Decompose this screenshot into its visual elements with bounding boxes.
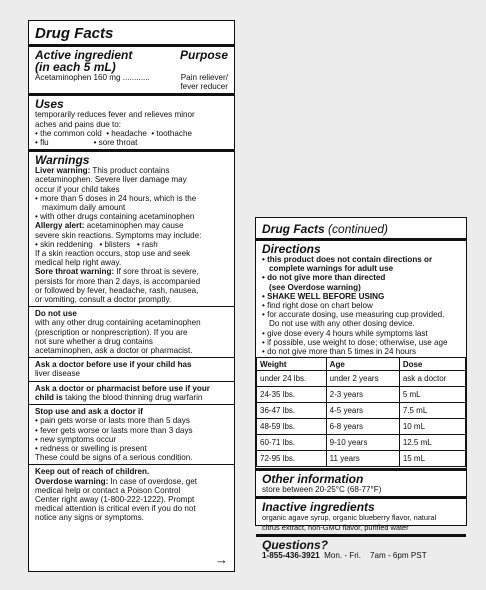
ingredient-row: Acetaminophen 160 mg ............ Pain reliever/ xyxy=(35,73,228,82)
table-row: 36-47 lbs. 4-5 years 7.5 mL xyxy=(257,403,466,419)
liver-warning: Liver warning: This product contains acetaminophen. Severe liver damage may occur if your child takes • more than 5 doses in 24 hours, which is the maximum daily amount • with other drugs containing acetaminophen xyxy=(35,166,197,222)
dosing-table xyxy=(256,357,466,467)
uses-heading: Uses xyxy=(35,97,64,112)
table-row: 24-35 lbs. 2-3 years 5 mL xyxy=(257,387,466,403)
stop-use: Stop use and ask a doctor if • pain gets worse or lasts more than 5 days • fever gets worse or lasts more than 3 days • new symptoms occur • redness or swelling is present These could be signs of a serious condition. xyxy=(35,407,193,463)
keep-out-of-reach: Keep out of reach of children. Overdose warning: In case of overdose, get medical help or contact a Poison Control Center right away (1-800-222-1222). Prompt medical attention is critical even if you do not notice any signs or symptoms. xyxy=(35,467,197,523)
do-not-use: Do not use with any other drug containing acetaminophen (prescription or nonprescription). If you are not sure whether a drug contains acetaminophen, ask a doctor or pharmacist. xyxy=(35,309,201,356)
table-row: 48-59 lbs. 6-8 years 10 mL xyxy=(257,419,466,435)
phone-number: 1-855-436-3921 xyxy=(262,550,320,560)
table-header: Age xyxy=(326,358,399,371)
drug-facts-panel: Drug Facts Active ingredient Purpose (in each 5 mL) Acetaminophen 160 mg ............ Pain reliever/ fever reducer Uses temporarily reduces fever and relieves minor aches and pains due to: • the common cold • headache • toothache • flu • sore throat Warnings Liver warning: This product contains acetaminophen. Severe liver damage may occur if your child takes • more than 5 doses in 24 hours, which is the maximum daily amount • with other drugs containing acetaminophen Allergy alert: acetaminophen may cause severe skin reactions. Symptoms may include: • skin reddening • blisters • rash If a skin reaction occurs, stop use and seek medical help right away. Sore throat warning: If sore throat is severe, persists for more than 2 days, is accompanied or followed by fever, headache, rash, nausea, or vomiting, consult a doctor promptly. Do not use with any other drug containing acetaminophen (prescription or nonprescription). If you are not sure whether a drug contains acetaminophen, ask a doctor or pharmacist. Ask a doctor before use if your child has liver disease Ask a doctor or pharmacist before use if your child is taking the blood thinning drug warfarin Stop use and ask a doctor if • pain gets worse or lasts more than 5 days • fever gets worse or lasts more than 3 days • new symptoms occur • redness or swelling is present These could be signs of a serious condition. Keep out of reach of children. Overdose warning: In case of overdose, get medical help or contact a Poison Control Center right away (1-800-222-1222). Prompt medical attention is critical even if you do not notice any signs or symptoms. → xyxy=(28,20,235,572)
table-row: 60-71 lbs. 9-10 years 12.5 mL xyxy=(257,435,466,451)
inactive-heading: Inactive ingredients xyxy=(262,500,375,515)
table-row: 72-95 lbs. 11 years 15 mL xyxy=(257,451,466,467)
table-header: Dose xyxy=(399,358,465,371)
panel-title: Drug Facts (continued) xyxy=(262,222,389,236)
table-row: under 24 lbs. under 2 years ask a doctor xyxy=(257,371,466,387)
table-header: Weight xyxy=(257,358,327,371)
contact-line: 1-855-436-3921 Mon. - Fri. 7am - 6pm PST xyxy=(262,550,427,560)
directions-text: • this product does not contain directions or complete warnings for adult use • do not give more than directed (see Overdose warning) • SHAKE WELL BEFORE USING • find right dose on chart below • for accurate dosing, use measuring cup provided. Do not use with any other dosing device. • give dose every 4 hours while symptoms last • if possible, use weight to dose; otherwise, use age • do not give more than 5 times in 24 hours xyxy=(262,255,448,357)
continue-arrow-icon: → xyxy=(215,552,228,567)
uses-text: temporarily reduces fever and relieves minor aches and pains due to: • the common cold • headache • toothache • flu • sore throat xyxy=(35,110,195,148)
questions-heading: Questions? xyxy=(262,537,329,552)
panel-title: Drug Facts xyxy=(35,25,114,42)
other-info-heading: Other information xyxy=(262,472,364,487)
ask-doctor-pharmacist: Ask a doctor or pharmacist before use if your child is taking the blood thinning drug warfarin xyxy=(35,383,210,402)
active-ingredient-header: Active ingredient Purpose xyxy=(35,48,228,62)
ask-doctor: Ask a doctor before use if your child has liver disease xyxy=(35,360,192,379)
allergy-alert: Allergy alert: acetaminophen may cause severe skin reactions. Symptoms may include: • skin reddening • blisters • rash If a skin reaction occurs, stop use and seek medical help right away. xyxy=(35,221,202,268)
warnings-heading: Warnings xyxy=(35,153,90,168)
drug-facts-continued-panel: Drug Facts (continued) Directions • this product does not contain directions or complete warnings for adult use • do not give more than directed (see Overdose warning) • SHAKE WELL BEFORE USING • find right dose on chart below • for accurate dosing, use measuring cup provided. Do not use with any other dosing device. • give dose every 4 hours while symptoms last • if possible, use weight to dose; otherwise, use age • do not give more than 5 times in 24 hours Weight Age Dose under 24 lbs. under 2 years ask a doctor 24-35 lbs. 2-3 years 5 mL 36-47 lbs. 4-5 years 7.5 mL 48-59 lbs. 6-8 years 10 mL 60-71 lbs. 9-10 years 12.5 mL 72-95 lbs. 11 years 15 mL Other information store between 20-25°C (68-77°F) Inactive ingredients organic agave syrup, organic blueberry flavor, natural citrus extract, non-GMO flavor, purified water Questions? 1-855-436-3921 Mon. - Fri. 7am - 6pm PST xyxy=(255,217,467,526)
sore-throat-warning: Sore throat warning: If sore throat is severe, persists for more than 2 days, is accompanied or followed by fever, headache, rash, nausea, or vomiting, consult a doctor promptly. xyxy=(35,267,201,305)
directions-heading: Directions xyxy=(262,242,321,256)
